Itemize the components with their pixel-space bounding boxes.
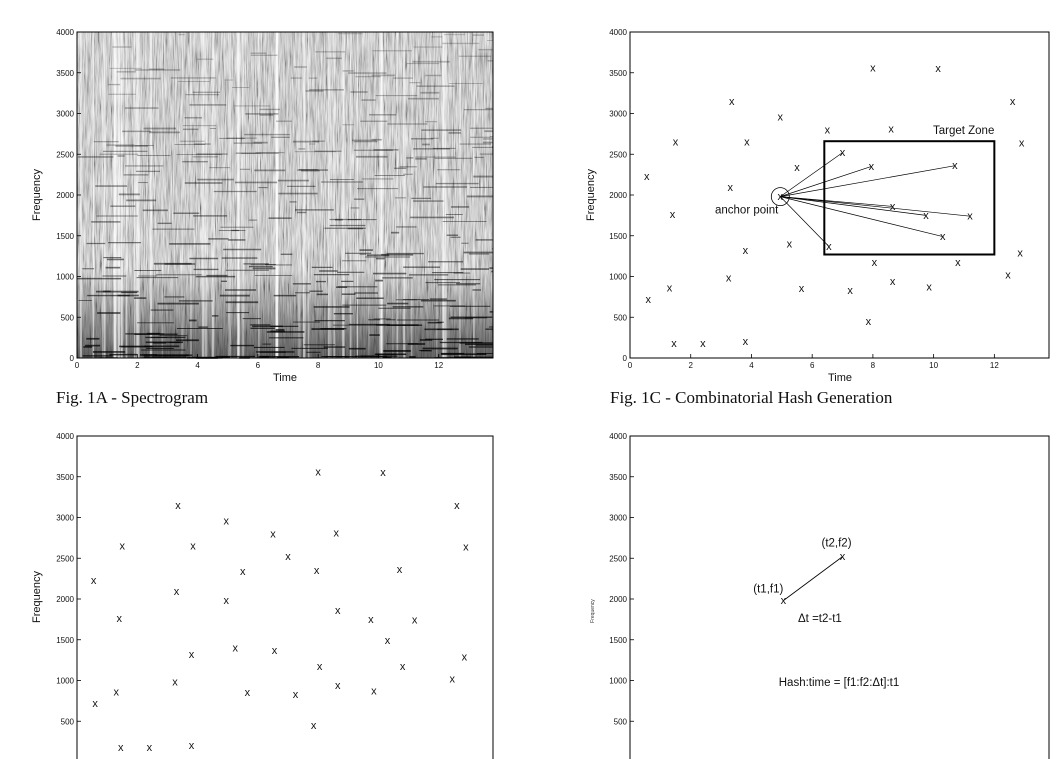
xtick-label-1c: 6 [809, 361, 815, 370]
point-marker-1c: x [786, 238, 793, 251]
point-marker-1b: x [399, 661, 406, 674]
hash-formula-label: Hash:time = [f1:f2:Δt]:t1 [778, 677, 900, 689]
anchor-point-marker: x [777, 191, 784, 204]
plot-frame-1d [630, 436, 1049, 759]
point-marker-1c: x [742, 244, 749, 257]
ytick-label-1c: 1500 [609, 231, 627, 241]
ytick-label-1c: 4000 [609, 28, 627, 37]
point-marker-1b: x [90, 574, 97, 587]
point-marker-1c: x [824, 124, 831, 137]
plot-frame-1c [630, 32, 1049, 358]
point-marker-1b: x [223, 595, 229, 608]
point-marker-1c: x [744, 136, 750, 149]
point-marker-1b: x [119, 540, 125, 553]
xtick-label-1c: 12 [989, 361, 999, 370]
ytick-label-1a: 500 [60, 313, 74, 323]
ytick-label-1a: 3500 [56, 68, 74, 78]
point-marker-1b: x [454, 499, 460, 512]
point-marker-1b: x [240, 565, 246, 578]
point-marker-1b: x [285, 551, 291, 564]
point-marker-1c: x [666, 282, 673, 295]
ytick-label-1d: 2500 [609, 554, 627, 564]
ytick-label-1a: 2000 [56, 191, 74, 200]
ytick-label-1d: 2000 [609, 595, 627, 604]
point-marker-1c: x [865, 315, 872, 328]
point-marker-1b: x [310, 719, 317, 732]
panel-1a [31, 28, 493, 407]
point-marker-1c: x [868, 160, 875, 173]
xlabel-1a: Time [272, 372, 298, 384]
point-marker-1b: x [270, 528, 276, 541]
point-t1-f1-mark: x [780, 595, 787, 608]
ylabel-1d: Frequency [590, 599, 596, 623]
xtick-label-1a: 2 [135, 361, 140, 370]
point-marker-1c: x [889, 200, 896, 213]
point-marker-1c: x [926, 281, 932, 294]
ytick-label-1b: 4000 [56, 432, 74, 441]
ytick-label-1c: 500 [613, 313, 627, 323]
ytick-label-1b: 2500 [56, 554, 74, 564]
point-t2-f2-label: (t2,f2) [821, 537, 852, 550]
ytick-label-1a: 0 [69, 354, 74, 363]
constellation-points-1c [644, 62, 1025, 349]
xtick-label-1c: 2 [688, 361, 693, 370]
target-zone-label: Target Zone [932, 125, 995, 138]
point-marker-1b: x [315, 466, 321, 479]
hash-link-line [783, 557, 842, 601]
point-marker-1b: x [335, 604, 341, 617]
anchor-link-line [780, 197, 970, 217]
point-marker-1c: x [777, 111, 784, 124]
caption-1c: Fig. 1C - Combinatorial Hash Generation [610, 388, 893, 407]
constellation-points-1b [91, 466, 469, 753]
point-marker-1b: x [173, 586, 180, 599]
point-marker-1b: x [371, 685, 377, 698]
anchor-link-line [780, 197, 942, 237]
ylabel-1b: Frequency [31, 571, 43, 623]
ytick-label-1d: 1500 [609, 635, 627, 645]
point-marker-1c: x [1017, 247, 1023, 260]
point-marker-1c: x [798, 283, 805, 296]
point-marker-1c: x [727, 182, 733, 195]
point-marker-1b: x [188, 648, 195, 661]
point-marker-1b: x [316, 661, 323, 674]
point-marker-1c: x [700, 337, 706, 350]
point-marker-1b: x [463, 541, 469, 554]
xtick-label-1c: 4 [749, 361, 754, 370]
point-marker-1c: x [955, 257, 961, 270]
point-marker-1c: x [952, 160, 958, 173]
target-zone-box [824, 141, 994, 254]
ytick-label-1c: 2500 [609, 150, 627, 160]
anchor-link-line [780, 166, 955, 197]
xtick-label-1a: 6 [255, 361, 261, 370]
point-marker-1b: x [117, 741, 124, 754]
ytick-label-1b: 2000 [56, 595, 74, 604]
point-marker-1c: x [839, 147, 846, 160]
point-marker-1c: x [1005, 269, 1011, 282]
delta-t-label: Δt =t2-t1 [798, 613, 842, 625]
point-marker-1c: x [847, 284, 853, 297]
ytick-label-1d: 1000 [609, 676, 627, 686]
point-marker-1b: x [146, 741, 153, 754]
point-marker-1b: x [232, 642, 239, 655]
ytick-label-1a: 1500 [56, 231, 74, 241]
ytick-label-1c: 3500 [609, 68, 627, 78]
ytick-label-1a: 3000 [56, 109, 74, 119]
point-marker-1b: x [190, 540, 196, 553]
point-t2-f2-mark: x [839, 551, 846, 564]
point-marker-1b: x [92, 697, 98, 710]
point-marker-1b: x [271, 644, 278, 657]
point-marker-1c: x [725, 272, 732, 285]
xtick-label-1c: 0 [627, 361, 633, 370]
ytick-label-1b: 3500 [56, 472, 74, 482]
point-marker-1c: x [669, 209, 676, 222]
point-marker-1c: x [643, 170, 650, 183]
point-marker-1c: x [826, 240, 832, 253]
point-marker-1b: x [411, 614, 418, 627]
xtick-label-1a: 4 [195, 361, 200, 370]
point-t1-f1-label: (t1,f1) [753, 583, 784, 596]
panel-1c [585, 28, 1049, 407]
ytick-label-1b: 500 [60, 717, 74, 727]
ytick-label-1b: 1000 [56, 676, 74, 686]
point-marker-1c: x [871, 257, 878, 270]
point-marker-1c: x [672, 136, 679, 149]
point-marker-1c: x [728, 95, 735, 108]
point-marker-1c: x [1009, 95, 1016, 108]
caption-1a: Fig. 1A - Spectrogram [56, 388, 209, 407]
ylabel-1c: Frequency [585, 169, 597, 221]
ytick-label-1d: 500 [613, 717, 627, 727]
point-marker-1c: x [671, 337, 677, 350]
point-marker-1b: x [449, 673, 456, 686]
point-marker-1c: x [935, 63, 941, 76]
point-marker-1b: x [396, 564, 403, 577]
point-marker-1c: x [888, 123, 894, 136]
plot-frame-1b [77, 436, 493, 759]
xtick-label-1a: 12 [434, 361, 444, 370]
point-marker-1c: x [794, 161, 800, 174]
point-marker-1b: x [380, 467, 386, 480]
ytick-label-1a: 4000 [56, 28, 74, 37]
point-marker-1c: x [939, 231, 946, 244]
point-marker-1b: x [116, 613, 122, 626]
ytick-label-1a: 1000 [56, 272, 74, 282]
ytick-label-1d: 3500 [609, 472, 627, 482]
ytick-label-1d: 4000 [609, 432, 627, 441]
spectrogram-image [77, 32, 493, 358]
xtick-label-1c: 10 [929, 361, 939, 370]
point-marker-1b: x [461, 651, 468, 664]
ytick-label-1b: 3000 [56, 513, 74, 523]
xtick-label-1c: 8 [870, 361, 876, 370]
ytick-label-1d: 3000 [609, 513, 627, 523]
point-marker-1b: x [333, 527, 339, 540]
point-marker-1b: x [292, 688, 299, 701]
point-marker-1b: x [223, 515, 229, 528]
point-marker-1c: x [1018, 137, 1025, 150]
point-marker-1b: x [175, 499, 181, 512]
point-marker-1c: x [645, 293, 651, 306]
point-marker-1c: x [967, 210, 973, 223]
point-marker-1c: x [742, 336, 749, 349]
ytick-label-1c: 1000 [609, 272, 627, 282]
point-marker-1b: x [172, 676, 178, 689]
point-marker-1b: x [313, 564, 320, 577]
point-marker-1b: x [188, 740, 195, 753]
ytick-label-1b: 1500 [56, 635, 74, 645]
xlabel-1c: Time [827, 372, 853, 384]
point-marker-1c: x [923, 209, 929, 222]
panel-1d [590, 432, 1049, 759]
ytick-label-1c: 0 [622, 354, 627, 363]
point-marker-1b: x [384, 635, 391, 648]
panel-1b [31, 432, 493, 759]
xtick-label-1a: 0 [74, 361, 80, 370]
ytick-label-1a: 2500 [56, 150, 74, 160]
xtick-label-1a: 10 [373, 361, 383, 370]
xtick-label-1a: 8 [315, 361, 321, 370]
point-marker-1b: x [368, 613, 374, 626]
anchor-link-line [780, 197, 926, 216]
point-marker-1c: x [889, 275, 896, 288]
ytick-label-1c: 2000 [609, 191, 627, 200]
ylabel-1a: Frequency [31, 169, 43, 221]
point-marker-1b: x [113, 686, 119, 699]
point-marker-1b: x [335, 679, 341, 692]
point-marker-1b: x [244, 687, 251, 700]
anchor-point-label: anchor point [714, 204, 779, 217]
point-marker-1c: x [870, 62, 876, 75]
ytick-label-1c: 3000 [609, 109, 627, 119]
anchor-link-line [780, 153, 842, 197]
